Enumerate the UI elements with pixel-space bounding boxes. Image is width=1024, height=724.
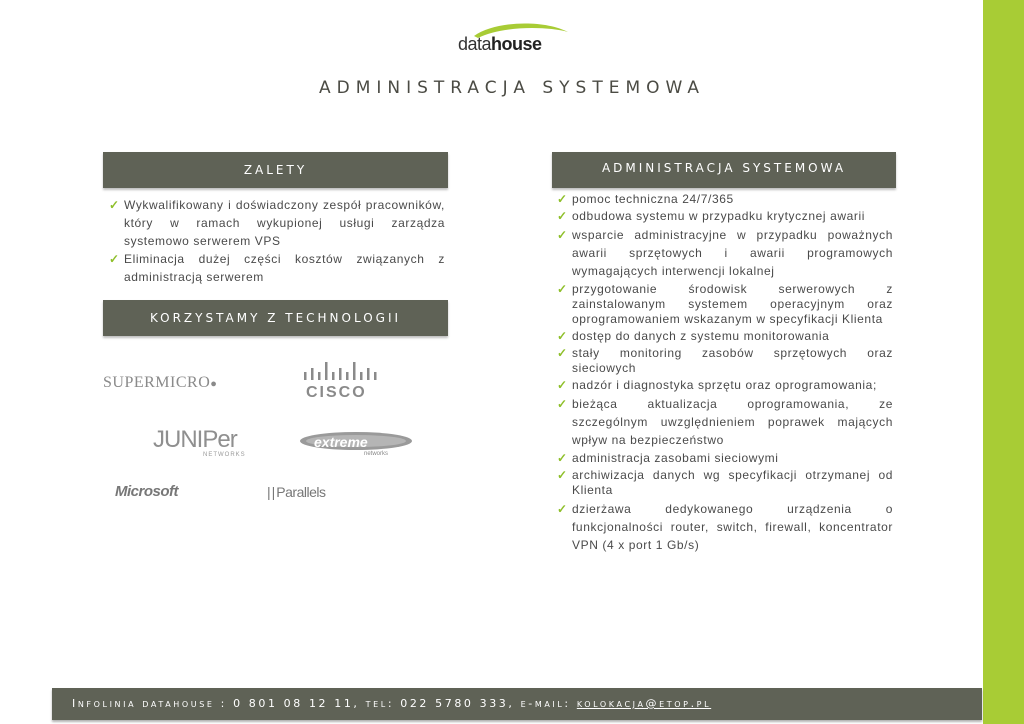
list-item-text: Eliminacja dużej części kosztów związanych z administracją serwerem bbox=[124, 252, 445, 284]
list-item-text: nadzór i diagnostyka sprzętu oraz oprogramowania; bbox=[572, 378, 877, 392]
list-item-text: dzierżawa dedykowanego urządzenia o funkcjonalności router, switch, firewall, koncentrator VPN (4 x port 1 Gb/s) bbox=[572, 502, 893, 552]
list-item bbox=[107, 250, 445, 286]
technology-logos bbox=[103, 350, 448, 520]
parallels-logo: ||Parallels bbox=[267, 484, 326, 500]
check-icon: ✓ bbox=[557, 228, 568, 242]
list-item-text: stały monitoring zasobów sprzętowych oraz sieciowych bbox=[572, 346, 893, 375]
list-item-text: pomoc techniczna 24/7/365 bbox=[572, 192, 734, 206]
footer-contact-text: Infolinia datahouse : 0 801 08 12 11, tel: 022 5780 333, e-mail: bbox=[72, 697, 577, 710]
list-item-text: bieżąca aktualizacja oprogramowania, ze szczególnym uwzględnieniem poprawek mających wpływ na bezpieczeństwo bbox=[572, 397, 893, 447]
check-icon: ✓ bbox=[109, 252, 120, 266]
list-item bbox=[555, 395, 893, 449]
footer-email-link[interactable]: kolokacja@etop.pl bbox=[576, 697, 712, 710]
check-icon: ✓ bbox=[557, 378, 568, 392]
list-item bbox=[107, 196, 445, 250]
admin-header: ADMINISTRACJA SYSTEMOWA bbox=[552, 152, 896, 188]
list-item bbox=[555, 500, 893, 554]
list-item-text: administracja zasobami sieciowymi bbox=[572, 451, 779, 465]
logo-prefix: data bbox=[458, 34, 492, 54]
list-item bbox=[555, 192, 893, 207]
list-item-text: wsparcie administracyjne w przypadku poważnych awarii sprzętowych i awarii programowych wymagających interwencji lokalnej bbox=[572, 228, 893, 278]
technologies-header: KORZYSTAMY Z TECHNOLOGII bbox=[103, 300, 448, 336]
datahouse-logo[interactable] bbox=[456, 22, 576, 58]
logo-text bbox=[458, 34, 542, 55]
check-icon: ✓ bbox=[557, 209, 568, 223]
right-accent-bar bbox=[983, 0, 1024, 724]
page-title: ADMINISTRACJA SYSTEMOWA bbox=[318, 78, 706, 98]
check-icon: ✓ bbox=[557, 329, 568, 343]
list-item-text: archiwizacja danych wg specyfikacji otrzymanej od Klienta bbox=[572, 468, 893, 497]
list-item bbox=[555, 378, 893, 393]
check-icon: ✓ bbox=[557, 451, 568, 465]
check-icon: ✓ bbox=[557, 346, 568, 360]
list-item-text: odbudowa systemu w przypadku krytycznej awarii bbox=[572, 209, 866, 223]
list-item-text: przygotowanie środowisk serwerowych z zainstalowanym systemem operacyjnym oraz oprogramowaniem wskazanym w specyfikacji Klienta bbox=[572, 282, 893, 326]
microsoft-logo: Microsoft bbox=[115, 483, 178, 500]
contact-footer bbox=[52, 688, 982, 720]
extreme-networks-logo: extreme networks bbox=[298, 430, 416, 460]
list-item bbox=[555, 468, 893, 498]
juniper-subtitle: NETWORKS bbox=[203, 452, 246, 458]
list-item bbox=[555, 451, 893, 466]
juniper-logo: JUNIPer bbox=[153, 426, 237, 453]
list-item bbox=[555, 346, 893, 376]
list-item bbox=[555, 209, 893, 224]
check-icon: ✓ bbox=[557, 397, 568, 411]
check-icon: ✓ bbox=[109, 198, 120, 212]
supermicro-logo: SUPERMICRO● bbox=[103, 374, 218, 391]
logo-suffix: house bbox=[491, 34, 542, 54]
check-icon: ✓ bbox=[557, 192, 568, 206]
cisco-logo: CISCO bbox=[298, 360, 380, 406]
admin-services-list bbox=[555, 192, 893, 556]
list-item-text: dostęp do danych z systemu monitorowania bbox=[572, 329, 830, 343]
advantages-list bbox=[107, 196, 445, 286]
list-item bbox=[555, 329, 893, 344]
check-icon: ✓ bbox=[557, 502, 568, 516]
list-item-text: Wykwalifikowany i doświadczony zespół pracowników, który w ramach wykupionej usługi zarządza systemowo serwerem VPS bbox=[124, 198, 445, 248]
list-item bbox=[555, 282, 893, 327]
advantages-header: ZALETY bbox=[103, 152, 448, 188]
cisco-bars-icon bbox=[298, 360, 380, 384]
check-icon: ✓ bbox=[557, 468, 568, 482]
check-icon: ✓ bbox=[557, 282, 568, 296]
list-item bbox=[555, 226, 893, 280]
